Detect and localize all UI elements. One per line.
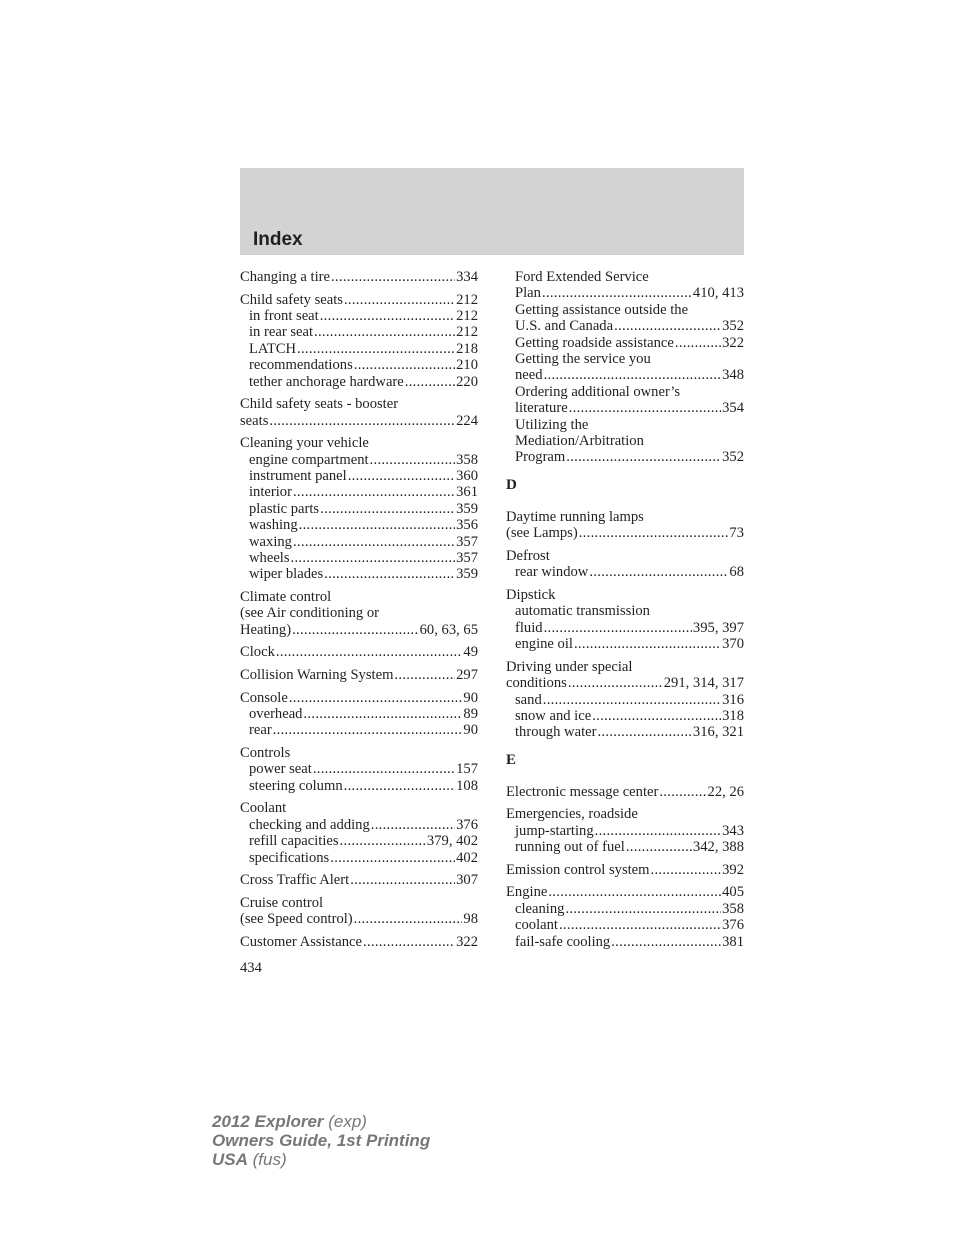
entry-text: Dipstick — [506, 586, 556, 603]
entry-page-ref: 322 — [456, 933, 478, 950]
entry-page-ref: 22, 26 — [707, 783, 744, 800]
entry-page-ref: 291, 314, 317 — [663, 675, 744, 692]
index-subentry — [240, 324, 478, 340]
entry-page-ref: 359 — [456, 500, 478, 517]
index-entry-group — [240, 690, 478, 739]
index-entry-group — [240, 667, 478, 683]
entry-text: jump-starting — [515, 822, 594, 839]
index-entry-group — [240, 435, 478, 583]
index-subentry — [240, 850, 478, 866]
dot-leader — [292, 622, 419, 638]
dot-leader — [330, 850, 455, 866]
dot-leader — [579, 525, 729, 541]
dot-leader — [354, 357, 455, 373]
page-title: Index — [253, 229, 303, 250]
entry-text: cleaning — [515, 900, 565, 917]
entry-text: Clock — [240, 644, 275, 661]
entry-text: checking and adding — [249, 816, 370, 833]
entry-page-ref: 376 — [456, 816, 478, 833]
index-subentry — [506, 603, 744, 619]
dot-leader — [293, 534, 455, 550]
dot-leader — [543, 692, 721, 708]
entry-text: Child safety seats — [240, 291, 343, 308]
dot-leader — [348, 468, 455, 484]
index-section-letter: D — [506, 476, 517, 493]
index-entry-group — [240, 745, 478, 794]
index-subentry — [506, 636, 744, 652]
index-entry — [506, 587, 744, 603]
index-subentry — [240, 484, 478, 500]
entry-text: Collision Warning System — [240, 667, 394, 684]
dot-leader — [611, 934, 721, 950]
index-subentry — [240, 341, 478, 357]
dot-leader — [313, 761, 455, 777]
entry-text: Cleaning your vehicle — [240, 435, 369, 452]
entry-page-ref: 360 — [456, 468, 478, 485]
entry-text: in rear seat — [249, 324, 314, 341]
entry-page-ref: 49 — [463, 644, 478, 661]
index-subentry — [506, 823, 744, 839]
entry-page-ref: 370 — [722, 636, 744, 653]
index-entry-group — [240, 269, 478, 285]
entry-text: automatic transmission — [515, 603, 650, 620]
entry-page-ref: 60, 63, 65 — [419, 621, 478, 638]
index-subentry — [506, 917, 744, 933]
entry-text: recommendations — [249, 357, 353, 374]
entry-page-ref: 356 — [456, 517, 478, 534]
entry-text: snow and ice — [515, 707, 592, 724]
dot-leader — [559, 917, 721, 933]
dot-leader — [354, 911, 463, 927]
index-entry — [506, 548, 744, 564]
index-subentry — [240, 517, 478, 533]
index-subentry — [506, 692, 744, 708]
index-entry — [240, 269, 478, 285]
entry-text: engine oil — [515, 636, 573, 653]
index-subentry — [240, 706, 478, 722]
dot-leader — [548, 884, 721, 900]
dot-leader — [371, 817, 455, 833]
dot-leader — [324, 566, 455, 582]
index-entry — [240, 800, 478, 816]
index-subentry — [240, 778, 478, 794]
dot-leader — [370, 452, 456, 468]
entry-text: Utilizing the — [515, 416, 589, 433]
entry-text: through water — [515, 724, 597, 741]
entry-page-ref: 352 — [722, 318, 744, 335]
entry-text: Engine — [506, 884, 548, 901]
entry-page-ref: 358 — [456, 451, 478, 468]
dot-leader — [269, 413, 455, 429]
entry-text: Emission control system — [506, 861, 650, 878]
dot-leader — [344, 778, 455, 794]
dot-leader — [595, 823, 721, 839]
index-subentry — [506, 351, 744, 367]
index-entry — [240, 911, 478, 927]
dot-leader — [566, 449, 721, 465]
entry-text: washing — [249, 517, 298, 534]
dot-leader — [544, 367, 722, 383]
index-subentry — [506, 384, 744, 400]
index-entry — [240, 622, 478, 638]
index-subentry — [506, 433, 744, 449]
entry-page-ref: 322 — [722, 334, 744, 351]
entry-text: power seat — [249, 761, 312, 778]
index-subentry — [506, 302, 744, 318]
entry-text: Cruise control — [240, 894, 324, 911]
entry-text: Console — [240, 689, 288, 706]
entry-text: rear — [249, 722, 272, 739]
dot-leader — [289, 690, 463, 706]
dot-leader — [273, 722, 463, 738]
entry-text: Cross Traffic Alert — [240, 872, 350, 889]
index-entry — [240, 605, 478, 621]
entry-page-ref: 376 — [722, 917, 744, 934]
entry-text: Changing a tire — [240, 269, 330, 285]
index-entry — [240, 872, 478, 888]
entry-text: fail-safe cooling — [515, 933, 611, 950]
dot-leader — [331, 269, 455, 285]
entry-page-ref: 212 — [456, 308, 478, 324]
entry-text: (see Lamps) — [506, 525, 578, 542]
index-entry-group — [240, 589, 478, 638]
index-entry — [240, 435, 478, 451]
dot-leader — [614, 318, 721, 334]
entry-text: (see Air conditioning or — [240, 605, 380, 622]
entry-page-ref: 212 — [456, 324, 478, 341]
entry-text: plastic parts — [249, 500, 320, 517]
index-entry — [506, 675, 744, 691]
entry-text: in front seat — [249, 308, 319, 324]
entry-text: seats — [240, 412, 269, 429]
index-column-right — [506, 269, 744, 950]
index-subentry — [240, 566, 478, 582]
entry-page-ref: 68 — [729, 564, 744, 581]
dot-leader — [659, 784, 706, 800]
index-entry-group — [240, 800, 478, 866]
entry-text: refill capacities — [249, 833, 339, 850]
footer-line-guide: Owners Guide, 1st Printing — [212, 1131, 431, 1150]
index-subentry — [240, 452, 478, 468]
entry-page-ref: 357 — [456, 550, 478, 567]
entry-text: Ordering additional owner’s — [515, 383, 681, 400]
entry-page-ref: 318 — [722, 707, 744, 724]
entry-page-ref: 381 — [722, 933, 744, 950]
dot-leader — [626, 839, 692, 855]
index-entry-group — [240, 644, 478, 660]
entry-text: interior — [249, 484, 292, 501]
entry-page-ref: 316, 321 — [692, 724, 744, 741]
entry-text: sand — [515, 691, 542, 708]
entry-text: Emergencies, roadside — [506, 806, 638, 823]
entry-text: overhead — [249, 706, 303, 723]
entry-text: Mediation/Arbitration — [515, 433, 644, 450]
index-entry — [240, 644, 478, 660]
index-subentry — [240, 468, 478, 484]
entry-page-ref: 90 — [463, 689, 478, 706]
entry-text: wheels — [249, 550, 290, 567]
dot-leader — [405, 374, 455, 390]
dot-leader — [314, 324, 455, 340]
entry-text: Electronic message center — [506, 783, 659, 800]
entry-page-ref: 379, 402 — [426, 833, 478, 850]
index-subentry — [506, 269, 744, 285]
entry-text: waxing — [249, 533, 292, 550]
footer-line-model: 2012 Explorer (exp) — [212, 1112, 367, 1131]
index-subentry — [240, 817, 478, 833]
index-entry-group — [506, 784, 744, 800]
dot-leader — [569, 400, 721, 416]
entry-page-ref: 89 — [463, 706, 478, 723]
entry-page-ref: 212 — [456, 291, 478, 308]
entry-text: Customer Assistance — [240, 933, 363, 950]
index-subentry — [240, 833, 478, 849]
index-entry — [240, 934, 478, 950]
dot-leader — [276, 644, 463, 660]
entry-text: Driving under special — [506, 658, 633, 675]
entry-text: steering column — [249, 777, 343, 794]
index-entry-group — [506, 659, 744, 741]
dot-leader — [299, 517, 455, 533]
dot-leader — [592, 708, 721, 724]
dot-leader — [350, 872, 455, 888]
index-entry-group — [506, 587, 744, 653]
entry-text: (see Speed control) — [240, 911, 353, 928]
entry-page-ref: 297 — [456, 667, 478, 684]
entry-text: LATCH — [249, 340, 297, 357]
index-entry-group — [506, 548, 744, 581]
dot-leader — [675, 335, 721, 351]
index-entry-group — [240, 872, 478, 888]
dot-leader — [651, 862, 722, 878]
index-subentry — [240, 550, 478, 566]
index-entry — [506, 659, 744, 675]
index-subentry — [506, 417, 744, 433]
dot-leader — [303, 706, 462, 722]
entry-text: engine compartment — [249, 451, 369, 468]
document-footer — [212, 1112, 430, 1169]
index-subentry — [240, 534, 478, 550]
entry-page-ref: 98 — [463, 911, 478, 928]
index-subentry — [506, 400, 744, 416]
dot-leader — [340, 833, 426, 849]
entry-page-ref: 210 — [456, 357, 478, 374]
entry-page-ref: 410, 413 — [692, 285, 744, 302]
index-subentry — [240, 501, 478, 517]
index-subentry — [506, 901, 744, 917]
index-entry-group — [506, 862, 744, 878]
index-subentry — [506, 708, 744, 724]
dot-leader — [394, 667, 455, 683]
dot-leader — [544, 620, 692, 636]
footer-line-region: USA (fus) — [212, 1150, 287, 1169]
index-entry — [240, 745, 478, 761]
entry-text: Daytime running lamps — [506, 508, 644, 525]
index-entry-group — [240, 292, 478, 390]
index-subentry — [240, 308, 478, 324]
entry-page-ref: 352 — [722, 449, 744, 466]
entry-text: conditions — [506, 675, 567, 692]
index-subentry — [506, 318, 744, 334]
index-entry-group — [506, 509, 744, 542]
entry-text: U.S. and Canada — [515, 318, 614, 335]
index-entry-group — [240, 396, 478, 429]
dot-leader — [589, 564, 728, 580]
index-entry — [240, 292, 478, 308]
page-number: 434 — [240, 960, 262, 976]
index-column-left — [240, 269, 478, 950]
index-entry — [240, 396, 478, 412]
index-entry — [506, 525, 744, 541]
entry-text: specifications — [249, 849, 330, 866]
entry-page-ref: 358 — [722, 900, 744, 917]
index-subentry — [506, 620, 744, 636]
index-header-band — [240, 168, 744, 255]
index-entry — [240, 589, 478, 605]
index-subentry — [506, 724, 744, 740]
entry-text: Ford Extended Service — [515, 269, 649, 285]
entry-page-ref: 108 — [456, 777, 478, 794]
entry-page-ref: 73 — [729, 525, 744, 542]
index-entry — [240, 690, 478, 706]
index-entry — [506, 806, 744, 822]
dot-leader — [291, 550, 456, 566]
index-section-letter: E — [506, 751, 517, 768]
index-subentry — [240, 722, 478, 738]
entry-page-ref: 359 — [456, 566, 478, 583]
entry-text: need — [515, 367, 543, 384]
entry-text: fluid — [515, 619, 543, 636]
index-entry-group — [506, 269, 744, 466]
entry-page-ref: 395, 397 — [692, 619, 744, 636]
dot-leader — [597, 724, 691, 740]
index-subentry — [506, 285, 744, 301]
entry-page-ref: 334 — [456, 269, 478, 285]
index-subentry — [506, 335, 744, 351]
entry-text: literature — [515, 400, 568, 417]
dot-leader — [568, 675, 663, 691]
entry-page-ref: 316 — [722, 691, 744, 708]
entry-page-ref: 405 — [722, 884, 744, 901]
entry-text: running out of fuel — [515, 839, 625, 856]
dot-leader — [574, 636, 721, 652]
index-subentry — [506, 367, 744, 383]
entry-text: coolant — [515, 917, 558, 934]
entry-text: Heating) — [240, 621, 292, 638]
entry-page-ref: 157 — [456, 761, 478, 778]
entry-page-ref: 357 — [456, 533, 478, 550]
entry-text: Controls — [240, 745, 291, 762]
index-entry — [506, 862, 744, 878]
dot-leader — [297, 341, 455, 357]
entry-text: Climate control — [240, 589, 332, 606]
index-subentry — [506, 564, 744, 580]
index-entry-group — [240, 895, 478, 928]
index-subentry — [240, 761, 478, 777]
dot-leader — [344, 292, 455, 308]
entry-page-ref: 342, 388 — [692, 839, 744, 856]
entry-page-ref: 354 — [722, 400, 744, 417]
index-subentry — [506, 449, 744, 465]
dot-leader — [320, 308, 455, 324]
entry-text: Getting roadside assistance — [515, 334, 674, 351]
dot-leader — [293, 484, 455, 500]
dot-leader — [542, 285, 692, 301]
entry-page-ref: 348 — [722, 367, 744, 384]
entry-page-ref: 218 — [456, 340, 478, 357]
entry-text: Coolant — [240, 800, 287, 817]
entry-text: Defrost — [506, 547, 550, 564]
entry-text: Getting assistance outside the — [515, 301, 689, 318]
entry-page-ref: 220 — [456, 373, 478, 390]
index-subentry — [240, 374, 478, 390]
index-entry — [506, 509, 744, 525]
index-entry — [240, 895, 478, 911]
index-entry — [240, 413, 478, 429]
entry-text: tether anchorage hardware — [249, 373, 404, 390]
dot-leader — [363, 934, 455, 950]
index-subentry — [506, 934, 744, 950]
entry-text: Child safety seats - booster — [240, 396, 399, 413]
index-subentry — [506, 839, 744, 855]
entry-text: rear window — [515, 564, 589, 581]
index-entry-group — [506, 884, 744, 950]
index-entry-group — [506, 806, 744, 855]
entry-text: Getting the service you — [515, 351, 651, 368]
dot-leader — [565, 901, 721, 917]
entry-text: Program — [515, 449, 566, 466]
entry-page-ref: 307 — [456, 872, 478, 889]
entry-page-ref: 402 — [456, 849, 478, 866]
index-entry — [506, 884, 744, 900]
entry-page-ref: 392 — [722, 861, 744, 878]
entry-page-ref: 343 — [722, 822, 744, 839]
index-subentry — [240, 357, 478, 373]
entry-text: Plan — [515, 285, 541, 302]
index-entry-group — [240, 934, 478, 950]
entry-page-ref: 90 — [463, 722, 478, 739]
index-entry — [240, 667, 478, 683]
entry-text: wiper blades — [249, 566, 324, 583]
entry-page-ref: 224 — [456, 412, 478, 429]
dot-leader — [320, 501, 455, 517]
entry-text: instrument panel — [249, 468, 347, 485]
index-entry — [506, 784, 744, 800]
entry-page-ref: 361 — [456, 484, 478, 501]
